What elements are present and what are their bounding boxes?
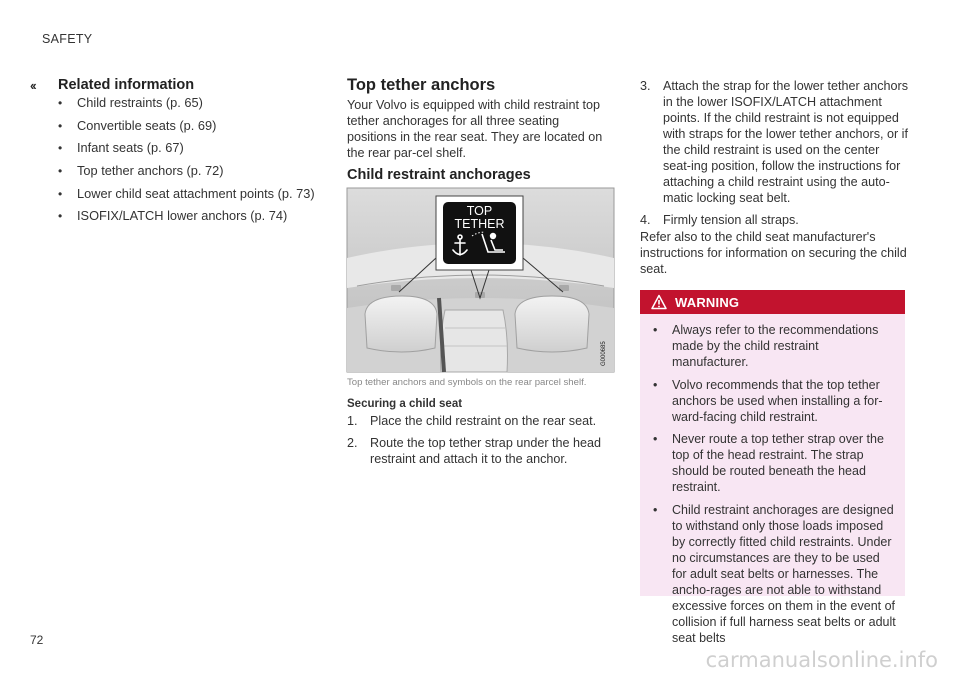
warning-list bbox=[640, 314, 905, 646]
warning-box bbox=[640, 290, 905, 645]
page-number: 72 bbox=[30, 633, 44, 647]
step-text: Firmly tension all straps. bbox=[663, 213, 799, 227]
step-number: 4. bbox=[640, 213, 651, 227]
step-item bbox=[347, 435, 612, 467]
rear-seat-illustration bbox=[347, 188, 614, 372]
related-title: Related information bbox=[58, 77, 195, 93]
related-link[interactable]: • Top tether anchors (p. 72) bbox=[58, 163, 328, 179]
step-item bbox=[347, 413, 612, 429]
figure-caption: Top tether anchors and symbols on the rear parcel shelf. bbox=[347, 377, 587, 388]
refer-paragraph: Refer also to the child seat manufacturer's instructions for information on securing the child seat. bbox=[640, 230, 907, 276]
related-link[interactable]: • ISOFIX/LATCH lower anchors (p. 74) bbox=[58, 208, 328, 224]
steps-list-a bbox=[347, 413, 612, 472]
tether-label: TETHER bbox=[454, 217, 505, 231]
intro-paragraph: Your Volvo is equipped with child restraint top tether anchorages for all three seating positions in the rear seat. They are located on the rear par-cel shelf. bbox=[347, 98, 603, 160]
step-item bbox=[640, 212, 908, 228]
related-link[interactable]: • Convertible seats (p. 69) bbox=[58, 118, 328, 134]
warning-item: • Always refer to the recommendations made by the child restraint manufacturer. bbox=[640, 322, 905, 370]
warning-item: • Never route a top tether strap over the top of the head restraint. The strap should be routed beneath the head restraint. bbox=[640, 431, 905, 495]
related-link[interactable]: • Child restraints (p. 65) bbox=[58, 95, 328, 111]
page-title: Top tether anchors bbox=[347, 76, 496, 94]
warning-triangle-icon bbox=[651, 294, 667, 310]
section-subtitle: Child restraint anchorages bbox=[347, 167, 531, 183]
figure-code: G000685 bbox=[601, 341, 607, 366]
related-marker: ‹‹ bbox=[30, 78, 35, 93]
step-number: 3. bbox=[640, 79, 651, 93]
section-label: SAFETY bbox=[42, 32, 93, 46]
top-label: TOP bbox=[466, 204, 493, 218]
securing-title: Securing a child seat bbox=[347, 398, 463, 410]
step-text: Attach the strap for the lower tether anchors in the lower ISOFIX/LATCH attachment points. If the child restraint is not equipped with straps for the lower tether anchors, or if the child restraint is used on the center seat-ing position, follow the instructions for attaching a child restraint using the auto-matic locking seat belt. bbox=[663, 79, 909, 205]
warning-header bbox=[640, 290, 905, 314]
footer-watermark: carmanualsonline.info bbox=[705, 648, 938, 672]
warning-title: WARNING bbox=[675, 294, 740, 310]
related-link[interactable]: • Infant seats (p. 67) bbox=[58, 140, 328, 156]
steps-list-b bbox=[640, 78, 908, 234]
step-item bbox=[640, 78, 908, 206]
related-link[interactable]: • Lower child seat attachment points (p. 73) bbox=[58, 186, 328, 202]
warning-item: • Child restraint anchorages are designed to withstand only those loads imposed by correctly fitted child restraints. Under no circumstances are they to be used for adult seat belts or harnesses. The ancho-rages are not able to withstand excessive forces on them in the event of collision if full harness seat belts or adult seat belts bbox=[640, 502, 905, 646]
step-text: Route the top tether strap under the head restraint and attach it to the anchor. bbox=[370, 435, 602, 466]
step-number: 2. bbox=[347, 435, 358, 450]
step-text: Place the child restraint on the rear seat. bbox=[370, 414, 597, 428]
warning-item: • Volvo recommends that the top tether anchors be used when installing a for-ward-facing child restraint. bbox=[640, 377, 905, 425]
related-list bbox=[58, 95, 328, 231]
step-number: 1. bbox=[347, 414, 358, 428]
